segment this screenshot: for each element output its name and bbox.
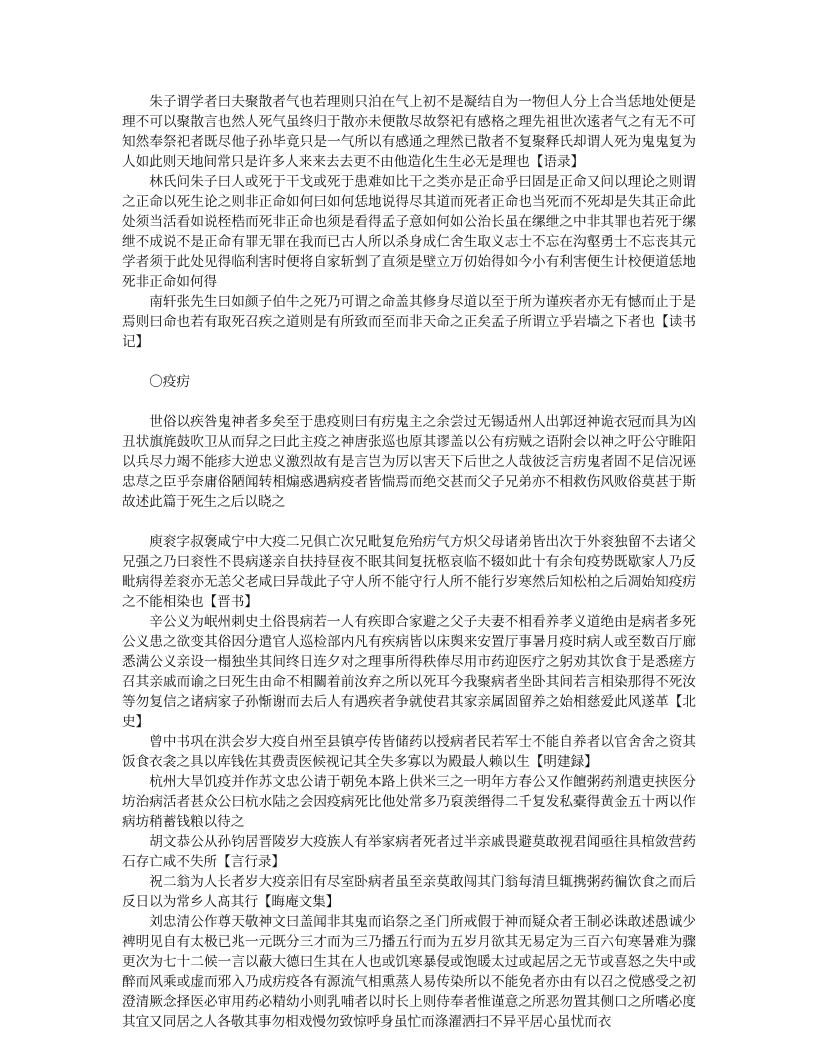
paragraph: 世俗以疾咎鬼神者多矣至于患疫则曰有疠鬼主之余尝过无锡适州人出郭迓神诡衣冠而具为凶丑状旗旄鼓吹卫从而舁之曰此主疫之神唐张巡也原其谬盖以公有疠贼之语附会以神之吁公守睢阳以兵尽力竭不能疹大逆忠义激烈故有是言岂为厉以害天下后世之人哉彼泛言疠鬼者固不足信况诬忠荩之臣乎奈庸俗陋闻转相煽惑遇病疫者皆惴焉而绝交甚而父子兄弟亦不相救伤风败俗莫甚于斯故述此篇于死生之后以晓之 <box>122 414 696 510</box>
document-page <box>122 92 696 1032</box>
paragraph: 刘忠清公作尊天敬神文曰盖闻非其鬼而谄祭之圣门所戒假于神而疑众者王制必诛敢述愚诚少裨明见自有太极已兆一元既分三才而为三乃播五行而为五岁月欲其无易定为三百六旬寒暑难为骤更次为七十二候一言以蔽大德曰生其在人也或饥寒暴侵或饱暖太过或起居之无节或喜怒之失中或醉而风乘或虚而邪入乃成疠疫各有源流气相熏蒸人易传染所以不能免者亦由有以召之傥感受之初澄清厥念择医必审用药必精幼小则乳哺者以时长上则侍奉者惟谨意之所恶勿置其侧口之所嗜必度其宜又同居之人各敬其事勿相戏慢勿致惊呼身虽忙而涤濯洒扫不异平居心虽忧而衣 <box>122 914 696 1030</box>
paragraph: 曾中书巩在洪会岁大疫自州至县镇亭传皆储药以授病者民若军士不能自养者以官舍舍之资其饭食衣衾之具以库钱佐其费责医候视记其全失多寡以为殿最人赖以生【明建録】 <box>122 734 696 770</box>
blank-line <box>122 352 696 372</box>
blank-line <box>122 512 696 532</box>
paragraph: 朱子谓学者曰夫聚散者气也若理则只泊在气上初不是凝结自为一物但人分上合当恁地处便是理不可以聚散言也然人死气虽终归于散亦未便散尽故祭祀有感格之理先祖世次逺者气之有无不可知然奉祭祀者既尽他子孙毕竟只是一气所以有感通之理然已散者不复聚释氏却谓人死为鬼鬼复为人如此则天地间常只是许多人来来去去更不由他造化生生必无是理也【语录】 <box>122 94 696 170</box>
paragraph: 南轩张先生曰如颜子伯牛之死乃可谓之命盖其修身尽道以至于所为谨疾者亦无有憾而止于是焉则曰命也若有取死召疾之道则是有所致而至而非天命之正矣孟子所谓立乎岩墙之下者也【读书记】 <box>122 294 696 350</box>
section-title: 〇疫疠 <box>149 374 190 390</box>
paragraph: 辛公义为岷州刺史土俗畏病若一人有疾即合家避之父子夫妻不相看养孝义道绝由是病者多死公义患之欲变其俗因分遣官人巡检部内凡有疾病皆以床舆来安置厅事暑月疫时病人或至数百厅廊悉满公义亲设一榻独坐其间终日连夕对之理事所得秩俸尽用市药迎医疗之躬劝其饮食于是悉瘥方召其亲戚而谕之曰死生由命不相關着前汝弃之所以死耳今我聚病者坐卧其间若言相染那得不死汝等勿复信之诸病家子孙惭谢而去后人有遇疾者争就使君其家亲属固留养之始相慈爱此风遂革【北史】 <box>122 614 696 730</box>
paragraph: 杭州大旱饥疫并作苏文忠公请于朝免本路上供米三之一明年方春公又作饘粥药剂遣吏挟医分坊治病活者甚众公曰杭水陆之会因疫病死比他处常多乃裒羡缗得二千复发私橐得黄金五十两以作病坊稍蓄钱粮以待之 <box>122 774 696 830</box>
paragraph: 林氏问朱子曰人或死于干戈或死于患难如比干之类亦是正命乎曰固是正命又问以理论之则谓之正命以死生论之则非正命如何曰如何恁地说得尽其道而死者正命也当死而不死却是失其正命此处须当活看如说桎梏而死非正命也须是看得孟子意如何如公治长虽在缧绁之中非其罪也若死于缧绁不成说不是正命有罪无罪在我而已古人所以杀身成仁舍生取义志士不忘在沟壑勇士不忘丧其元学者须于此处见得临利害时便将自家斩剉了直须是壁立万仞始得如今小有利害便生计校便道恁地死非正命如何得 <box>122 174 696 290</box>
paragraph: 祝二翁为人长者岁大疫亲旧有尽室卧病者虽至亲莫敢闯其门翁每清旦辄携粥药徧饮食之而后反日以为常乡人髙其行【晦庵文集】 <box>122 874 696 910</box>
blank-line <box>122 392 696 412</box>
paragraph: 胡文恭公从孙钧居晋陵岁大疫族人有举家病者死者过半亲戚畏避莫敢视君闻亟往具棺敛营药石存亡咸不失所【言行录】 <box>122 834 696 870</box>
paragraph: 庾衮字叔褒咸宁中大疫二兄俱亡次兄毗复危殆疠气方炽父母诸弟皆出次于外衮独留不去诸父兄强之乃曰衮性不畏病遂亲自扶持昼夜不眠其间复抚柩哀临不辍如此十有余旬疫势既歇家人乃反毗病得差衮亦无恙父老咸曰异哉此子守人所不能守行人所不能行岁寒然后知松柏之后凋始知疫疠之不能相染也【晋书】 <box>122 534 696 610</box>
